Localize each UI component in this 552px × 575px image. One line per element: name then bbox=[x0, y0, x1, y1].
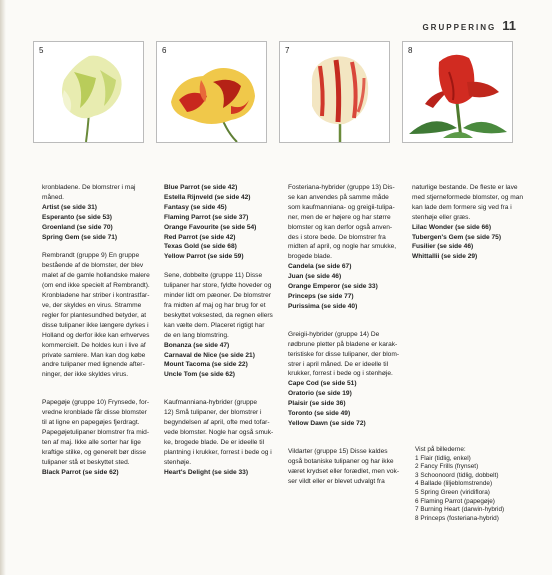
text-line: private samlere. Man kan dog købe bbox=[42, 351, 146, 359]
cultivar-reference: Black Parrot (se side 62) bbox=[42, 468, 119, 476]
legend-title: Vist på billederne: bbox=[415, 446, 466, 453]
photo-frame-8 bbox=[403, 42, 512, 142]
text-line: ner, men de er højere og har større bbox=[288, 213, 391, 221]
legend-item: 1 Flair (tidlig, enkel) bbox=[415, 454, 471, 462]
text-line: Greigii-hybrider (gruppe 14) De bbox=[288, 330, 380, 338]
photo-number: 7 bbox=[285, 46, 290, 55]
spacer bbox=[288, 429, 406, 438]
text-line: stenhøje eller græs. bbox=[412, 213, 471, 221]
text-line: brogede blade. bbox=[288, 253, 332, 261]
photo-frame-7 bbox=[280, 42, 389, 142]
text-line: Papegøjetulipaner blomstrer fra mid- bbox=[42, 428, 150, 436]
text-column-3 bbox=[288, 183, 406, 486]
text-line: med stjerneformede blomster, og man bbox=[412, 193, 524, 201]
cultivar-reference: Groenland (se side 70) bbox=[42, 223, 113, 231]
legend-item: 3 Schoonoord (tidlig, dobbelt) bbox=[415, 471, 499, 479]
spacer bbox=[164, 262, 282, 271]
text-line: 12) Små tulipaner, der blomstrer i bbox=[164, 409, 262, 417]
text-line: ser vildt eller er blevet udvalgt fra bbox=[288, 477, 385, 485]
red-tulip-with-leaves-photo bbox=[403, 42, 512, 142]
page-spine-shadow bbox=[0, 0, 6, 575]
legend-item: 4 Ballade (liljeblomstrende) bbox=[415, 480, 493, 488]
cultivar-reference: Princeps (se side 77) bbox=[288, 292, 354, 300]
section-title: GRUPPERING bbox=[422, 23, 497, 32]
text-line: stenhøje. bbox=[164, 458, 192, 466]
text-line: vede blomster. Nogle har også smuk- bbox=[164, 428, 274, 436]
spacer bbox=[164, 380, 282, 389]
white-green-parrot-tulip-photo bbox=[34, 42, 143, 142]
cultivar-reference: Esperanto (se side 53) bbox=[42, 213, 112, 221]
cultivar-reference: Whittallii (se side 29) bbox=[412, 253, 478, 261]
text-line: også botaniske tulipaner og har ikke bbox=[288, 457, 394, 465]
text-line: (om end ikke specielt af Rembrandt). bbox=[42, 282, 150, 290]
text-line: som kaufmanniana- og greigii-tulipa- bbox=[288, 203, 395, 211]
cultivar-reference: Mount Tacoma (se side 22) bbox=[164, 361, 248, 369]
text-line: tulipaner stå et beskyttet sted. bbox=[42, 458, 130, 466]
text-line: Kronbladene har striber i kontrastfar- bbox=[42, 292, 150, 300]
cultivar-reference: Toronto (se side 49) bbox=[288, 410, 351, 418]
picture-legend bbox=[415, 446, 540, 523]
cultivar-reference: Carnaval de Nice (se side 21) bbox=[164, 351, 255, 359]
text-line: ve, der skyldes en virus. Stramme bbox=[42, 301, 142, 309]
cultivar-reference: Fantasy (se side 45) bbox=[164, 203, 227, 211]
text-line: minder lidt om pæoner. De blomstrer bbox=[164, 292, 272, 300]
text-column-2 bbox=[164, 183, 282, 477]
cultivar-reference: Lilac Wonder (se side 66) bbox=[412, 223, 492, 231]
text-line: disse tulipaner ikke længere dyrkes i bbox=[42, 321, 149, 329]
text-line: vredne kronblade får disse blomster bbox=[42, 409, 147, 417]
text-line: naturlige bestande. De fleste er lave bbox=[412, 184, 518, 191]
photo-number: 6 bbox=[162, 46, 167, 55]
spacer bbox=[288, 438, 406, 447]
text-line: ke, brogede blade. De er ideelle til bbox=[164, 438, 265, 446]
spacer bbox=[288, 312, 406, 321]
text-line: Fosteriana-hybrider (gruppe 13) Dis- bbox=[288, 184, 395, 191]
text-line: måned. bbox=[42, 193, 64, 201]
text-line: plantning i krukker, forrest i bede og i bbox=[164, 448, 272, 456]
photo-frame-5 bbox=[34, 42, 143, 142]
text-line: beskyttet voksested, da regnen ellers bbox=[164, 311, 273, 319]
cultivar-reference: Artist (se side 31) bbox=[42, 203, 97, 211]
cultivar-reference: Juan (se side 46) bbox=[288, 273, 342, 281]
cultivar-reference: Spring Gem (se side 71) bbox=[42, 233, 118, 241]
cultivar-reference: Bonanza (se side 47) bbox=[164, 341, 230, 349]
cream-red-flamed-tulip-photo bbox=[280, 42, 389, 142]
cultivar-reference: Heart's Delight (se side 33) bbox=[164, 468, 249, 476]
spacer bbox=[164, 389, 282, 398]
legend-item: 6 Flaming Parrot (papegøje) bbox=[415, 497, 495, 505]
text-line: regler for plantesundhed betyder, at bbox=[42, 311, 147, 319]
text-line: des i store bede. De blomstrer fra bbox=[288, 233, 386, 241]
text-line: rødbrune pletter på bladene er karak- bbox=[288, 340, 398, 348]
text-line: ninger, der ikke skyldes virus. bbox=[42, 371, 129, 379]
text-line: Papegøje (gruppe 10) Frynsede, for- bbox=[42, 399, 150, 407]
legend-item: 7 Burning Heart (darwin-hybrid) bbox=[415, 506, 505, 514]
cultivar-reference: Estella Rijnveld (se side 42) bbox=[164, 193, 251, 201]
text-line: krukker, forrest i bede og i stenhøje. bbox=[288, 370, 393, 378]
photo-number: 5 bbox=[39, 46, 44, 55]
cultivar-reference: Orange Emperor (se side 33) bbox=[288, 283, 378, 291]
cultivar-reference: Plaisir (se side 36) bbox=[288, 400, 346, 408]
photo-number: 8 bbox=[408, 46, 413, 55]
text-line: begyndelsen af april, ofte med tofar- bbox=[164, 419, 270, 427]
cultivar-reference: Orange Favourite (se side 54) bbox=[164, 223, 257, 231]
text-line: strer i april måned. De er ideelle til bbox=[288, 360, 389, 368]
cultivar-reference: Tubergen's Gem (se side 75) bbox=[412, 233, 502, 241]
text-line: været krydset eller forædlet, men vok- bbox=[288, 467, 400, 475]
cultivar-reference: Cape Cod (se side 51) bbox=[288, 380, 357, 388]
cultivar-reference: Blue Parrot (se side 42) bbox=[164, 184, 238, 191]
cultivar-reference: Purissima (se side 40) bbox=[288, 302, 358, 310]
text-line: kraftige stilke, og generelt bør disse bbox=[42, 448, 147, 456]
cultivar-reference: Uncle Tom (se side 62) bbox=[164, 371, 235, 379]
text-line: andre tulipaner med lignende aftег- bbox=[42, 361, 145, 369]
text-line: de en lang blomstring. bbox=[164, 331, 229, 339]
cultivar-reference: Fusilier (se side 46) bbox=[412, 243, 474, 251]
text-line: midten af april, og nogle har smukke, bbox=[288, 243, 397, 251]
text-column-1 bbox=[42, 183, 160, 477]
text-line: blomster og kan derfor også anven- bbox=[288, 223, 393, 231]
text-column-4 bbox=[412, 183, 530, 262]
text-line: malet af de gamle hollandske malere bbox=[42, 272, 150, 280]
text-line: kan lade dem formere sig ved fra i bbox=[412, 203, 512, 211]
legend-item: 8 Princeps (fosteriana-hybrid) bbox=[415, 514, 499, 522]
text-line: tulipaner har store, fyldte hoveder og bbox=[164, 282, 272, 290]
text-line: kronbladene. De blomstrer i maj bbox=[42, 184, 136, 191]
text-line: fra midten af maj og har brug for et bbox=[164, 301, 266, 309]
text-line: ten af maj. Ikke alle sorter har lige bbox=[42, 438, 141, 446]
spacer bbox=[42, 242, 160, 251]
cultivar-reference: Texas Gold (se side 68) bbox=[164, 243, 237, 251]
cultivar-reference: Red Parrot (se side 42) bbox=[164, 233, 236, 241]
text-line: til at ligne en papegøjes fjerdragt. bbox=[42, 419, 140, 427]
text-line: Kaufmanniana-hybrider (gruppe bbox=[164, 399, 258, 407]
legend-item: 2 Fancy Frills (frynset) bbox=[415, 463, 479, 471]
red-yellow-parrot-tulip-photo bbox=[157, 42, 266, 142]
text-line: Holland og derfor ikke kan erhverves bbox=[42, 331, 150, 339]
text-line: Vildarter (gruppe 15) Disse kaldes bbox=[288, 447, 388, 455]
spacer bbox=[288, 321, 406, 330]
photo-frame-6 bbox=[157, 42, 266, 142]
cultivar-reference: Candela (se side 67) bbox=[288, 263, 352, 271]
legend-item: 5 Spring Green (viridiflora) bbox=[415, 488, 490, 496]
text-line: kommercielt. De holdes kun i live af bbox=[42, 341, 146, 349]
text-line: kan vælte dem. Placeret rigtigt har bbox=[164, 321, 265, 329]
text-line: Sene, dobbelte (gruppe 11) Disse bbox=[164, 272, 263, 280]
cultivar-reference: Yellow Dawn (se side 72) bbox=[288, 419, 366, 427]
cultivar-reference: Oratorio (se side 19) bbox=[288, 390, 352, 398]
spacer bbox=[42, 389, 160, 398]
cultivar-reference: Flaming Parrot (se side 37) bbox=[164, 213, 249, 221]
cultivar-reference: Yellow Parrot (se side 59) bbox=[164, 253, 244, 261]
text-line: se kan anvendes på samme måde bbox=[288, 193, 389, 201]
spacer bbox=[42, 380, 160, 389]
page-number: 11 bbox=[502, 18, 516, 33]
text-line: teristiske for disse tulipaner, der blom- bbox=[288, 350, 400, 358]
text-line: bestående af de blomster, der blev bbox=[42, 262, 144, 270]
page-header bbox=[422, 18, 516, 33]
text-line: Rembrandt (gruppe 9) En gruppe bbox=[42, 252, 140, 260]
